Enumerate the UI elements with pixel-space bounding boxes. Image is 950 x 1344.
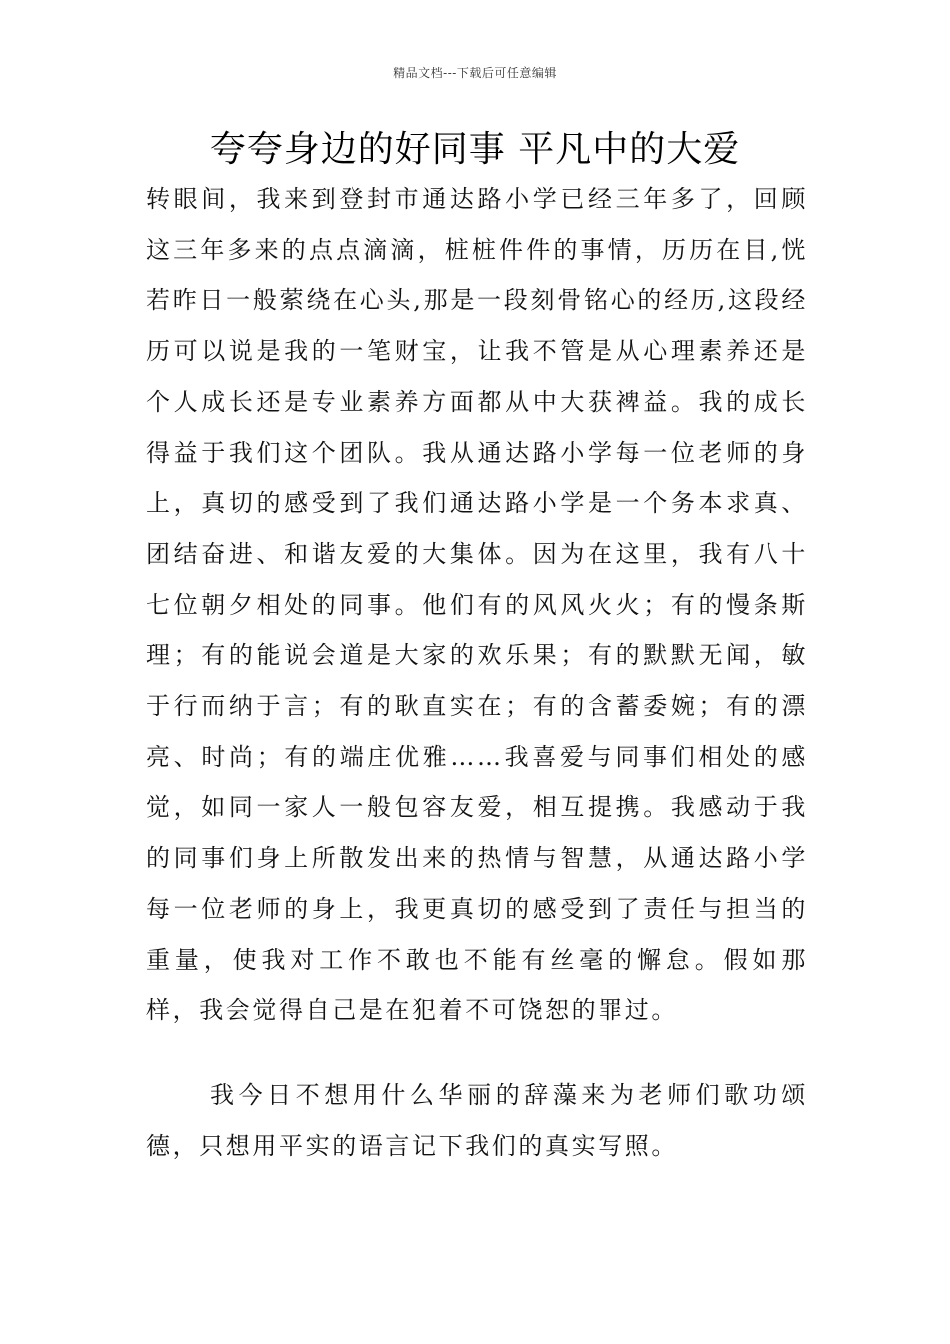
body-paragraph-1: 转眼间，我来到登封市通达路小学已经三年多了，回顾这三年多来的点点滴滴，桩桩件件的事情，历历在目,恍若昨日一般萦绕在心头,那是一段刻骨铭心的经历,这段经历可以说是我的一笔财宝，让我不管是从心理素养还是个人成长还是专业素养方面都从中大获裨益。我的成长得益于我们这个团队。我从通达路小学每一位老师的身上，真切的感受到了我们通达路小学是一个务本求真、团结奋进、和谐友爱的大集体。因为在这里，我有八十七位朝夕相处的同事。他们有的风风火火；有的慢条斯理；有的能说会道是大家的欢乐果；有的默默无闻，敏于行而纳于言；有的耿直实在；有的含蓄委婉；有的漂亮、时尚；有的端庄优雅……我喜爱与同事们相处的感觉，如同一家人一般包容友爱，相互提携。我感动于我的同事们身上所散发出来的热情与智慧，从通达路小学每一位老师的身上，我更真切的感受到了责任与担当的重量，使我对工作不敢也不能有丝毫的懈怠。假如那样，我会觉得自己是在犯着不可饶恕的罪过。 (146, 185, 808, 1025)
body-paragraph-2: 我今日不想用什么华丽的辞藻来为老师们歌功颂德，只想用平实的语言记下我们的真实写照。 (146, 1081, 808, 1160)
document-title: 夸夸身边的好同事 平凡中的大爱 (209, 129, 741, 170)
page-header-note: 精品文档---下载后可任意编辑 (393, 66, 557, 80)
